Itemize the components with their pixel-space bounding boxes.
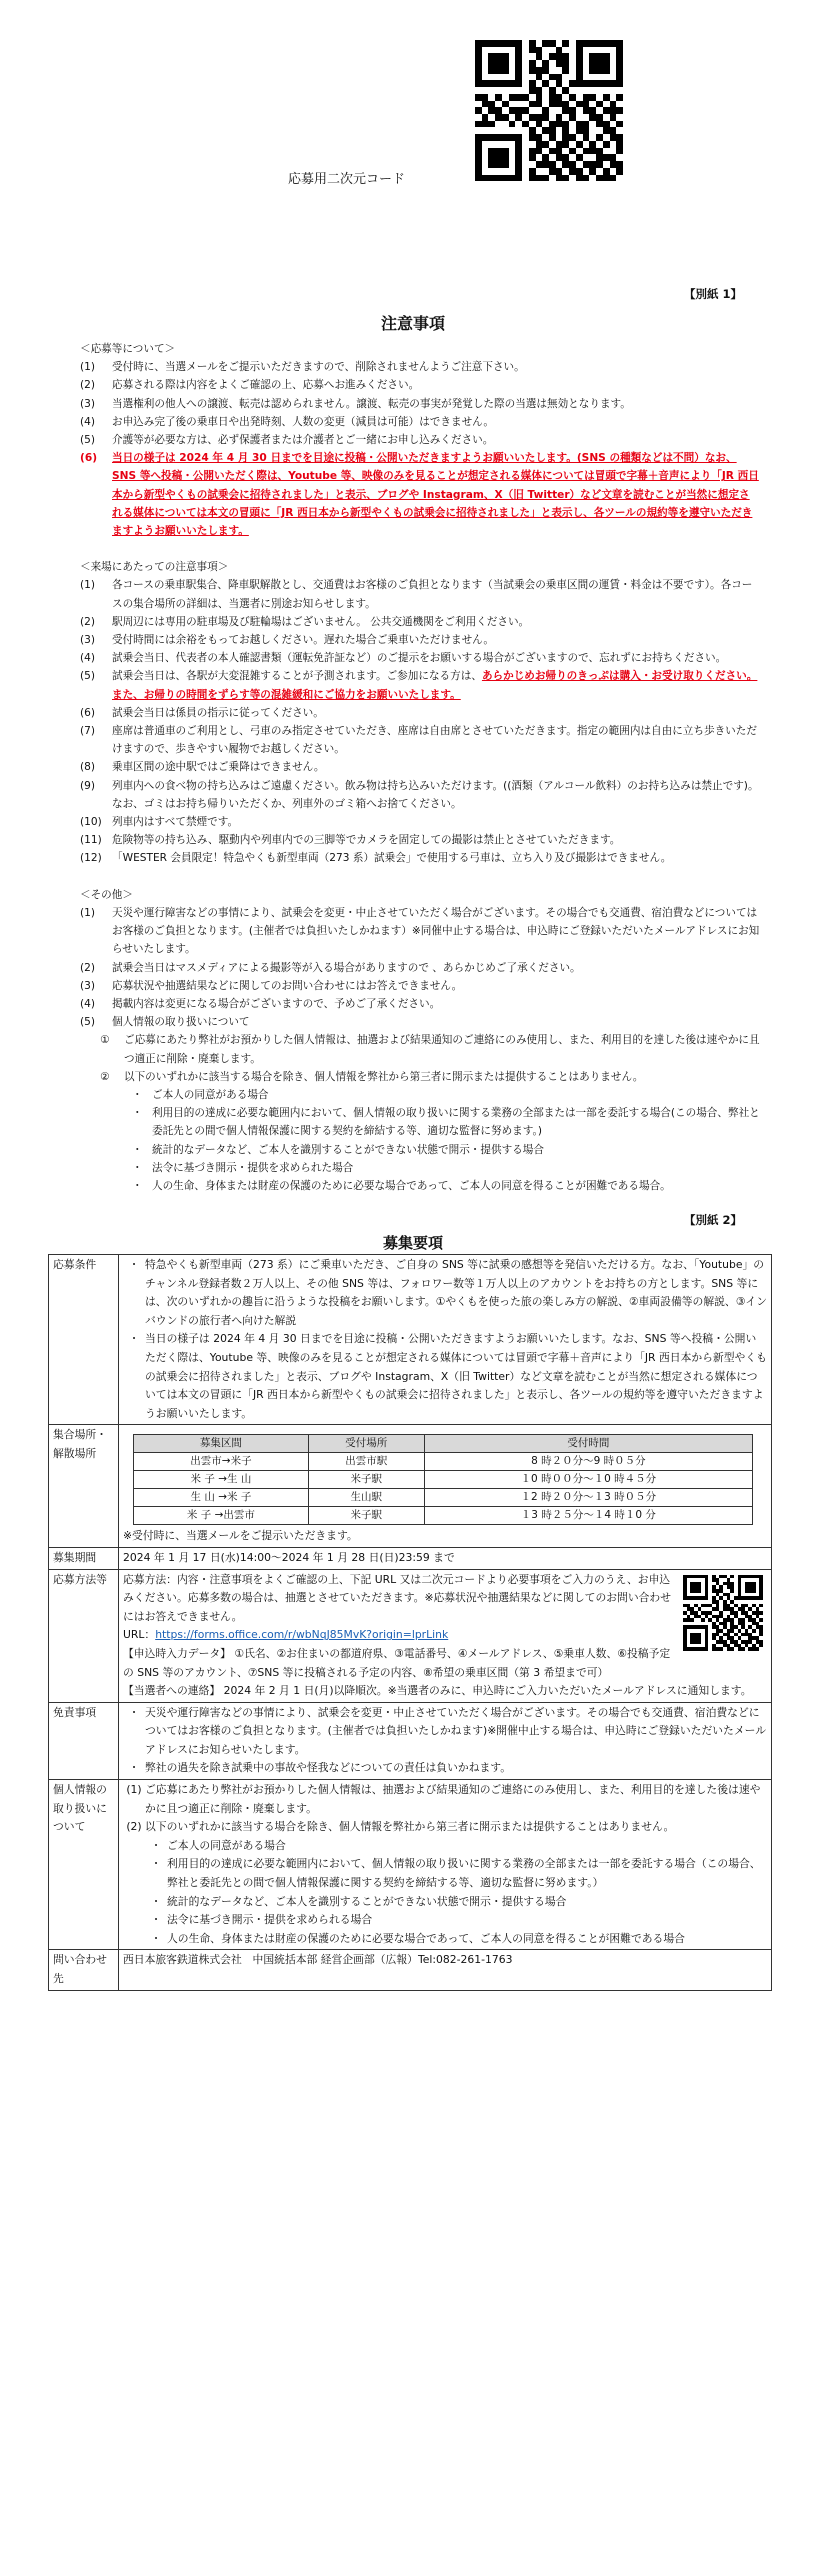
contact-text: 西日本旅客鉄道株式会社 中国統括本部 経営企画部（広報）Tel:082-261-1763 (119, 1950, 772, 1990)
table-row (49, 1547, 772, 1569)
list-item (80, 1068, 760, 1086)
item-number: (5) (80, 434, 96, 447)
item-text: 「WESTER 会員限定！特急やくも新型車両（273 系）試乗会」で使用する弓車は、立ち入り及び撮影はできません。 (112, 852, 672, 865)
item-number: (4) (80, 415, 96, 428)
table-cell: 出雲市→米子 (134, 1453, 309, 1471)
privacy-sub-list (80, 1031, 760, 1086)
recruitment-table (48, 1254, 772, 1991)
item-number: (5) (80, 1016, 96, 1029)
list-item (80, 1031, 760, 1067)
item-number: (5) (80, 670, 96, 683)
item-text: ご応募にあたり弊社がお預かりした個人情報は、抽選および結果通知のご連絡にのみ使用し、また、利用目的を達した後は速やかに且つ適正に削除・廃棄します。 (124, 1034, 760, 1065)
application-form-link[interactable]: https://forms.office.com/r/wbNqJ85MvK?origin=lprLink (155, 1628, 449, 1642)
item-number: (12) (80, 852, 102, 865)
notes-body (80, 340, 760, 1195)
list-item (123, 1855, 767, 1892)
table-cell: 出雲市駅 (308, 1453, 424, 1471)
list-item (80, 1104, 760, 1140)
item-text: 座席は普通車のご利用とし、弓車のみ指定させていただき、座席は自由席とさせていただきます。指定の範囲内は自由に立ち歩きいただけますので、歩きやすい履物でお越しください。 (112, 725, 757, 756)
row-header: 集合場所・解散場所 (49, 1425, 119, 1548)
item-number: (2) (80, 615, 96, 628)
item-text: お申込み完了後の乗車日や出発時刻、人数の変更（減員は可能）はできません。 (112, 415, 495, 428)
bullet-mark: ・ (128, 1705, 140, 1719)
item-number: ② (100, 1070, 110, 1083)
bullet-mark: ・ (132, 1179, 143, 1192)
item-text: 天災や運行障害などの事情により、試乗会を変更・中止させていただく場合がございます。その場合でも交通費、宿泊費などについてはお客様のご負担となります。(主催者では負担いたしかねます）※同催中止する場合は、申込時にご登録いただいたメールアドレスにお知らせいたします。 (112, 906, 760, 956)
row-header: 問い合わせ先 (49, 1950, 119, 1990)
table-row (49, 1255, 772, 1425)
list-item (80, 613, 760, 631)
item-text: 応募状況や抽選結果などに関してのお問い合わせにはお答えできません。 (112, 979, 463, 992)
list-item (80, 1141, 760, 1159)
list-item (80, 977, 760, 995)
venue-table (133, 1434, 753, 1525)
table-cell: 米子駅 (308, 1471, 424, 1489)
row-header: 募集期間 (49, 1547, 119, 1569)
table-row (134, 1453, 753, 1471)
item-text: 個人情報の取り扱いについて (112, 1016, 250, 1029)
item-text: 統計的なデータなど、ご本人を識別することができない状態で開示・提供する場合 (152, 1143, 544, 1156)
list-item (80, 667, 760, 703)
table-cell: １2 時２０分～１3 時０５分 (424, 1489, 752, 1507)
table-row (134, 1489, 753, 1507)
item-text: 危険物等の持ち込み、駆動内や列車内での三脚等でカメラを固定しての撮影は禁止とさせていただきます。 (112, 834, 621, 847)
table-row (49, 1780, 772, 1950)
item-text: 列車内への食べ物の持ち込みはご遠慮ください。飲み物は持ち込みいただけます。((酒類（アルコール飲料）のお持ち込みは禁止です)。なお、ゴミはお持ち帰りいただくか、列車外のゴミ箱へお捨てください。 (112, 779, 759, 810)
item-number: (6) (80, 452, 98, 465)
table-cell: １3 時２５分～１4 時１0 分 (424, 1507, 752, 1525)
item-text: 介護等が必要な方は、必ず保護者または介護者とご一緒にお申し込みください。 (112, 434, 494, 447)
row-header: 応募方法等 (49, 1569, 119, 1702)
list-item (80, 395, 760, 413)
item-number: ① (100, 1034, 110, 1047)
section-heading-other: ＜その他＞ (80, 888, 133, 901)
list-item (123, 1781, 767, 1818)
list-item (80, 649, 760, 667)
bullet-mark: ・ (132, 1161, 143, 1174)
item-text: 各コースの乗車駅集合、降車駅解散とし、交通費はお客様のご負担となります（当試乗会の乗車区間の運賃・料金は不要です）。各コースの集合場所の詳細は、当選者に別途お知らせします。 (112, 579, 753, 610)
list-item (80, 758, 760, 776)
sheet1-label: 【別紙 1】 (683, 287, 742, 301)
table-row (134, 1471, 753, 1489)
condition-text: 特急やくも新型車両（273 系）にご乗車いただき、ご自身の SNS 等に試乗の感想等を発信いただける方。なお、「Youtube」のチャンネル登録者数２万人以上、その他 SNS 等は、フォロワー数等１万人以上のアカウントをお持ちの方とします。SNS 等には、次のいずれかの趣旨に沿うような投稿をお願いします。①やくもを使った旅の楽しみ方の解説、②車両設備等の解説、③インバウンドの旅行者へ向けた解説 (145, 1258, 767, 1327)
list-item (123, 1837, 767, 1856)
row-content (119, 1425, 772, 1548)
item-number: (4) (80, 652, 96, 665)
bullet-mark: ・ (150, 1931, 162, 1945)
item-text: 掲載内容は変更になる場合がございますので、予めご了承ください。 (112, 997, 441, 1010)
item-number: (3) (80, 979, 96, 992)
item-text: 以下のいずれかに該当する場合を除き、個人情報を弊社から第三者に開示または提供することはありません。 (145, 1820, 675, 1834)
column-header: 受付場所 (308, 1435, 424, 1453)
item-number: (7) (80, 725, 96, 738)
table-cell: １0 時００分～１0 時４５分 (424, 1471, 752, 1489)
visit-notes-list-continued (80, 704, 760, 868)
item-text: ご本人の同意がある場合 (152, 1088, 269, 1101)
row-content (119, 1780, 772, 1950)
table-row (49, 1569, 772, 1702)
list-item (80, 1013, 760, 1031)
item-number: (6) (80, 706, 96, 719)
item-text: 受付時に、当選メールをご提示いただきますので、削除されませんようご注意下さい。 (112, 361, 525, 374)
section-heading-application: ＜応募等について＞ (80, 343, 176, 355)
list-item (80, 358, 760, 376)
venue-note: ※受付時に、当選メールをご提示いただきます。 (123, 1529, 358, 1543)
item-text: 利用目的の達成に必要な範囲内において、個人情報の取り扱いに関する業務の全部または一部を委託する場合(この場合、弊社と委託先との間で個人情報保護に関する契約を締結する等、適切な監督に努めます。) (152, 1107, 760, 1138)
item-text: 試乗会当日、代表者の本人確認書類（運転免許証など）のご提示をお願いする場合がございますので、忘れずにお持ちください。 (112, 652, 727, 665)
item-number: (1) (80, 361, 96, 374)
qr-code-image[interactable] (683, 1575, 763, 1655)
item-number: (1) (126, 1783, 142, 1797)
table-cell: 生山駅 (308, 1489, 424, 1507)
item-text: 弊社の過失を除き試乗中の事故や怪我などについての責任は負いかねます。 (145, 1761, 512, 1775)
item-text: 人の生命、身体または財産の保護のために必要な場合であって、ご本人の同意を得ることが困難である場合。 (152, 1179, 671, 1192)
list-item (123, 1930, 767, 1949)
bullet-mark: ・ (132, 1107, 143, 1120)
list-item (80, 431, 760, 449)
list-item (123, 1759, 767, 1778)
item-text-highlighted: あらかじめお帰りのきっぷは購入・お受け取りください。また、お帰りの時間をずらす等の混雑緩和にご協力をお願いいたします。 (112, 670, 758, 701)
row-header: 免責事項 (49, 1702, 119, 1779)
bullet-mark: ・ (132, 1143, 143, 1156)
item-number: (3) (80, 397, 96, 410)
item-text: 試乗会当日はマスメディアによる撮影等が入る場合がありますので 、あらかじめご了承ください。 (112, 961, 581, 974)
other-notes-list (80, 904, 760, 1031)
bullet-mark: ・ (150, 1838, 162, 1852)
list-item (80, 813, 760, 831)
bullet-mark: ・ (150, 1894, 162, 1908)
item-text: 人の生命、身体または財産の保護のために必要な場合であって、ご本人の同意を得ることが困難である場合 (167, 1931, 685, 1945)
privacy-bullet-list (80, 1086, 760, 1195)
row-content: ・ 特急やくも新型車両（273 系）にご乗車いただき、ご自身の SNS 等に試乗の感想等を発信いただける方。なお、「Youtube」のチャンネル登録者数２万人以上、その他 SNS 等は、フォロワー数等１万人以上のアカウントをお持ちの方とします。SNS 等には、次のいずれかの趣旨に沿うような投稿をお願いします。①やくもを使った旅の楽しみ方の解説、②車両設備等の解説、③インバウンドの旅行者へ向けた解説 ・ 当日の様子は 2024 年 4 月 30 日までを目途に投稿・公開いただきますようお願いいたします。なお、SNS 等へ投稿・公開いただく際は、Youtube 等、映像のみを見ることが想定される媒体については冒頭で字幕＋音声により「JR 西日本から新型やくもの試乗会に招待されました」と表示、ブログや Instagram、X（旧 Twitter）など文章を読むことが当然に想定される媒体については本文の冒頭に「JR 西日本から新型やくもの試乗会に招待されました」と表示し、各ツールの規約等を遵守いただきますようお願いいたします。 (119, 1255, 772, 1425)
table-row (49, 1702, 772, 1779)
item-text: 列車内はすべて禁煙です。 (112, 816, 239, 829)
bullet-mark: ・ (128, 1761, 140, 1775)
table-row (49, 1425, 772, 1548)
column-header: 受付時間 (424, 1435, 752, 1453)
item-text: 統計的なデータなど、ご本人を識別することができない状態で開示・提供する場合 (167, 1894, 567, 1908)
list-item (80, 376, 760, 394)
section-heading-visit: ＜来場にあたっての注意事項＞ (80, 561, 229, 574)
item-text-highlighted: 当日の様子は 2024 年 4 月 30 日までを目途に投稿・公開いただきますようお願いいたします。(SNS の種類などは不問）なお、SNS 等へ投稿・公開いただく際は、Youtube 等、映像のみを見ることが想定される媒体については冒頭で字幕＋音声により「JR 西日本から新型やくもの試乗会に招待されました」と表示、ブログや Instagram、X（旧 Twitter）など文章を読むことが当然に想定される媒体については本文の冒頭に「JR 西日本から新型やくもの試乗会に招待されました」と表示し、各ツールの規約等を遵守いただきますようお願いいたします。 (112, 452, 759, 538)
item-number: (3) (80, 634, 96, 647)
list-item (80, 1159, 760, 1177)
page-title-notes: 注意事項 (380, 314, 445, 333)
condition-text: 当日の様子は 2024 年 4 月 30 日までを目途に投稿・公開いただきますようお願いいたします。なお、SNS 等へ投稿・公開いただく際は、Youtube 等、映像のみを見ることが想定される媒体については冒頭で字幕＋音声により「JR 西日本から新型やくもの試乗会に招待されました」と表示、ブログや Instagram、X（旧 Twitter）など文章を読むことが当然に想定される媒体については本文の冒頭に「JR 西日本から新型やくもの試乗会に招待されました」と表示し、各ツールの規約等を遵守いただきますようお願いいたします。 (145, 1332, 767, 1420)
list-item (123, 1704, 767, 1760)
bullet-mark: ・ (150, 1913, 162, 1927)
item-number: (8) (80, 761, 96, 774)
list-item (80, 959, 760, 977)
list-item (80, 631, 760, 649)
item-text: 駅周辺には専用の駐車場及び駐輪場はございません。 公共交通機関をご利用ください。 (112, 615, 530, 628)
application-notes-list (80, 358, 760, 449)
item-text: ご本人の同意がある場合 (167, 1838, 286, 1852)
item-text: 法令に基づき開示・提供を求められる場合 (167, 1913, 373, 1927)
item-text: ご応募にあたり弊社がお預かりした個人情報は、抽選および結果通知のご連絡にのみ使用し、また、利用目的を達した後は速やかに且つ適正に削除・廃棄します。 (145, 1783, 761, 1815)
period-text: 2024 年 1 月 17 日(水)14:00～2024 年 1 月 28 日(日)23:59 まで (119, 1547, 772, 1569)
table-row (134, 1507, 753, 1525)
table-row (49, 1950, 772, 1990)
item-text: 試乗会当日は係員の指示に従ってください。 (112, 706, 324, 719)
list-item (123, 1818, 767, 1837)
item-text: 法令に基づき開示・提供を求められた場合 (152, 1161, 354, 1174)
qr-code-image[interactable] (475, 40, 623, 188)
list-item (80, 1086, 760, 1104)
bullet-mark: ・ (150, 1857, 162, 1871)
item-number: (2) (80, 961, 96, 974)
page-title-recruitment: 募集要項 (382, 1234, 443, 1252)
table-cell: 米子駅 (308, 1507, 424, 1525)
item-number: (9) (80, 779, 96, 792)
qr-caption: 応募用二次元コード (288, 172, 406, 187)
item-number: (2) (126, 1820, 142, 1834)
table-cell: 米 子 →生 山 (134, 1471, 309, 1489)
item-number: (2) (80, 379, 96, 392)
list-item (123, 1893, 767, 1912)
list-item (80, 904, 760, 959)
row-header: 個人情報の取り扱いについて (49, 1780, 119, 1950)
row-content (119, 1702, 772, 1779)
table-cell: 米 子 →出雲市 (134, 1507, 309, 1525)
item-text: 利用目的の達成に必要な範囲内において、個人情報の取り扱いに関する業務の全部または一部を委託する場合（この場合、弊社と委託先との間で個人情報保護に関する契約を締結する等、適切な監督に努めます。） (167, 1857, 761, 1890)
item-number: (1) (80, 579, 96, 592)
list-item (80, 576, 760, 612)
item-text: 試乗会当日は、各駅が大変混雑することが予測されます。ご参加になる方は、 (112, 670, 482, 683)
row-header: 応募条件 (49, 1255, 119, 1425)
list-item (80, 413, 760, 431)
item-number: (10) (80, 816, 102, 829)
item-text: 受付時間には余裕をもってお越しください。遅れた場合ご乗車いただけません。 (112, 634, 495, 647)
list-item (80, 1177, 760, 1195)
list-item (80, 449, 760, 540)
list-item (80, 722, 760, 758)
list-item (80, 777, 760, 813)
list-item (80, 704, 760, 722)
item-text: 以下のいずれかに該当する場合を除き、個人情報を弊社から第三者に開示または提供することはありません。 (124, 1070, 644, 1083)
item-text: 天災や運行障害などの事情により、試乗会を変更・中止させていただく場合がございます。その場合でも交通費、宿泊費などについてはお客様のご負担となります。(主催者では負担いたしかねます)※開催中止する場合は、申込時にご登録いただいたメールアドレスにお知らせいたします。 (145, 1705, 767, 1756)
url-label: URL： (123, 1628, 156, 1642)
list-item (80, 849, 760, 867)
bullet-mark: ・ (132, 1088, 143, 1101)
item-text: 乗車区間の途中駅ではご乗降はできません。 (112, 761, 325, 774)
item-text: 当選権利の他人への譲渡、転売は認められません。譲渡、転売の事実が発覚した際の当選は無効となります。 (112, 397, 631, 410)
method-contact: 【当選者への連絡】 2024 年 2 月 1 日(月)以降順次。※当選者のみに、申込時にご入力いただいたメールアドレスに通知します。 (123, 1684, 752, 1698)
item-number: (4) (80, 997, 96, 1010)
row-content (119, 1569, 772, 1702)
visit-notes-list (80, 576, 760, 667)
list-item (80, 995, 760, 1013)
method-input-data: 【申込時入力データ】 ①氏名、②お住まいの都道府県、③電話番号、④メールアドレス、⑤乗車人数、⑥投稿予定の SNS 等のアカウント、⑦SNS 等に投稿される予定の内容、⑧希望の乗車区間（第 3 希望まで可） (123, 1646, 671, 1679)
list-item (80, 831, 760, 849)
item-number: (11) (80, 834, 102, 847)
column-header: 募集区間 (134, 1435, 309, 1453)
item-text: 応募される際は内容をよくご確認の上、応募へお進みください。 (112, 379, 420, 392)
sheet2-label: 【別紙 2】 (683, 1213, 742, 1227)
item-number: (1) (80, 906, 96, 919)
list-item (123, 1911, 767, 1930)
table-cell: 生 山 →米 子 (134, 1489, 309, 1507)
method-text: 応募方法：内容・注意事項をよくご確認の上、下記 URL 又は二次元コードより必要事項をご入力のうえ、お申込みください。応募多数の場合は、抽選とさせていただきます。※応募状況や抽選結果などに関してのお問い合わせにはお答えできません。 (123, 1572, 672, 1623)
table-cell: 8 時２０分～9 時０５分 (424, 1453, 752, 1471)
